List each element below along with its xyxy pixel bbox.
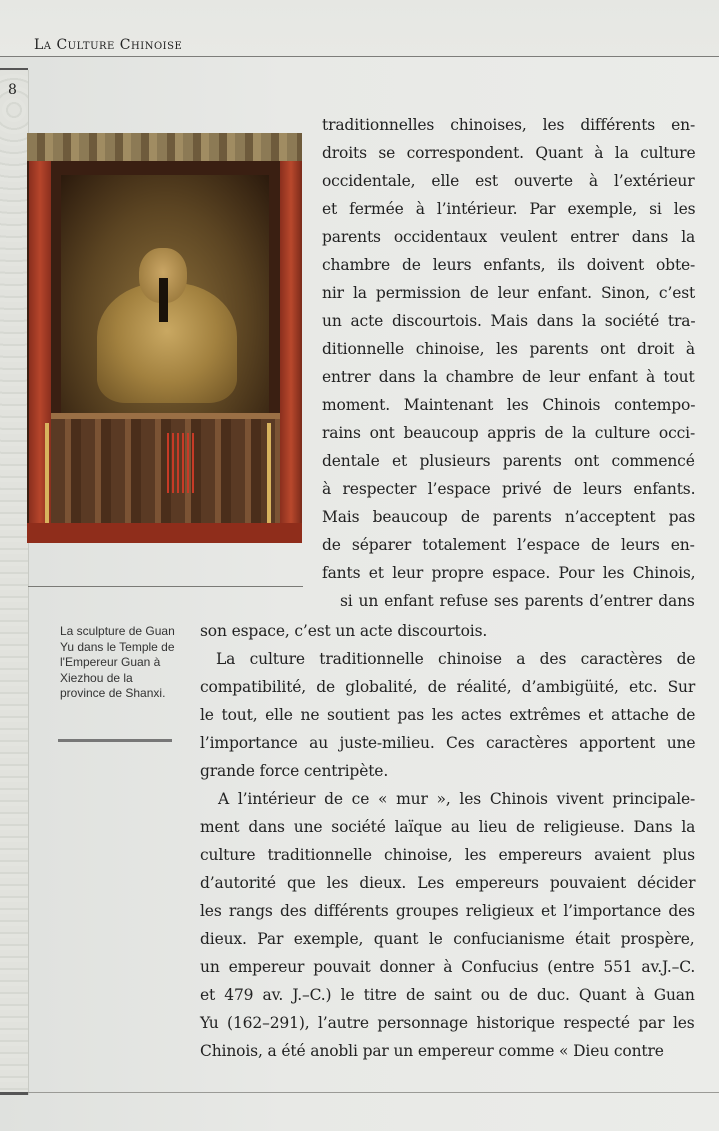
body-line: chambre de leurs enfants, ils doivent obte-: [322, 256, 696, 274]
body-line: si un enfant refuse ses parents d’entrer dans: [340, 592, 695, 610]
carved-lintel: [27, 133, 302, 161]
altar-table: [51, 413, 280, 529]
footer-rule: [28, 1092, 719, 1093]
paragraph-start: La culture traditionnelle chinoise a des caractères de: [216, 650, 696, 668]
header-rule: [0, 56, 719, 57]
body-line: compatibilité, de globalité, de réalité, d’ambigüité, etc. Sur: [200, 678, 696, 696]
body-line: nir la permission de leur enfant. Sinon, c’est: [322, 284, 696, 302]
red-pillar-right: [280, 161, 302, 543]
running-head: La Culture Chinoise: [34, 37, 183, 53]
body-line: traditionnelles chinoises, les différents en-: [322, 116, 696, 134]
body-line: ment dans une société laïque au lieu de religieuse. Dans la: [200, 818, 696, 836]
candlestick-right: [267, 423, 271, 523]
body-line: son espace, c’est un acte discourtois.: [200, 622, 488, 640]
statue-beard: [159, 278, 168, 322]
body-line: droits se correspondent. Quant à la culture: [322, 144, 696, 162]
body-line: rains ont beaucoup appris de la culture occi-: [322, 424, 696, 442]
body-line: dentale et plusieurs parents ont commencé: [322, 452, 695, 470]
body-line: un empereur pouvait donner à Confucius (entre 551 av.J.–C.: [200, 958, 696, 976]
incense-sticks: [167, 433, 197, 493]
body-line: d’autorité que les dieux. Les empereurs pouvaient décider: [200, 874, 696, 892]
caption-rule: [58, 739, 172, 742]
body-line: culture traditionnelle chinoise, les empereurs avaient plus: [200, 846, 695, 864]
body-line: grande force centripète.: [200, 762, 389, 780]
altar-base: [27, 523, 302, 543]
body-line: fants et leur propre espace. Pour les Chinois,: [322, 564, 696, 582]
body-line: Chinois, a été anobli par un empereur comme « Dieu contre: [200, 1042, 664, 1060]
body-line: les rangs des différents groupes religieux et l’importance des: [200, 902, 695, 920]
margin-marker-bottom: [0, 1092, 28, 1095]
body-line: l’importance au juste-milieu. Ces caractères apportent une: [200, 734, 696, 752]
temple-photo-icon: [27, 133, 302, 543]
body-line: dieux. Par exemple, quant le confucianisme était prospère,: [200, 930, 695, 948]
body-line: entrer dans la chambre de leur enfant à tout: [322, 368, 695, 386]
decorative-margin-strip: [0, 70, 29, 1095]
body-line: occidentale, elle est ouverte à l’extérieur: [322, 172, 695, 190]
page-number: 8: [8, 82, 17, 98]
body-line: ditionnelle chinoise, les parents ont droit à: [322, 340, 696, 358]
body-line: et fermée à l’intérieur. Par exemple, si les: [322, 200, 696, 218]
body-line: parents occidentaux veulent entrer dans la: [322, 228, 696, 246]
body-line: à respecter l’espace privé de leurs enfants.: [322, 480, 696, 498]
photo-rule: [28, 586, 303, 587]
body-line: de séparer totalement l’espace de leurs en-: [322, 536, 695, 554]
body-line: moment. Maintenant les Chinois contempo-: [322, 396, 696, 414]
body-line: le tout, elle ne soutient pas les actes extrêmes et attache de: [200, 706, 696, 724]
body-line: et 479 av. J.–C.) le titre de saint ou de duc. Quant à Guan: [200, 986, 695, 1004]
body-line: un acte discourtois. Mais dans la société tra-: [322, 312, 696, 330]
body-line: Mais beaucoup de parents n’acceptent pas: [322, 508, 696, 526]
candlestick-left: [45, 423, 49, 523]
body-line: Yu (162–291), l’autre personnage historique respecté par les: [200, 1014, 695, 1032]
paragraph-start: A l’intérieur de ce « mur », les Chinois vivent principale-: [218, 790, 696, 808]
figure-caption: La sculpture de Guan Yu dans le Temple de l'Empereur Guan à Xiezhou de la province de Shanxi.: [60, 624, 175, 700]
